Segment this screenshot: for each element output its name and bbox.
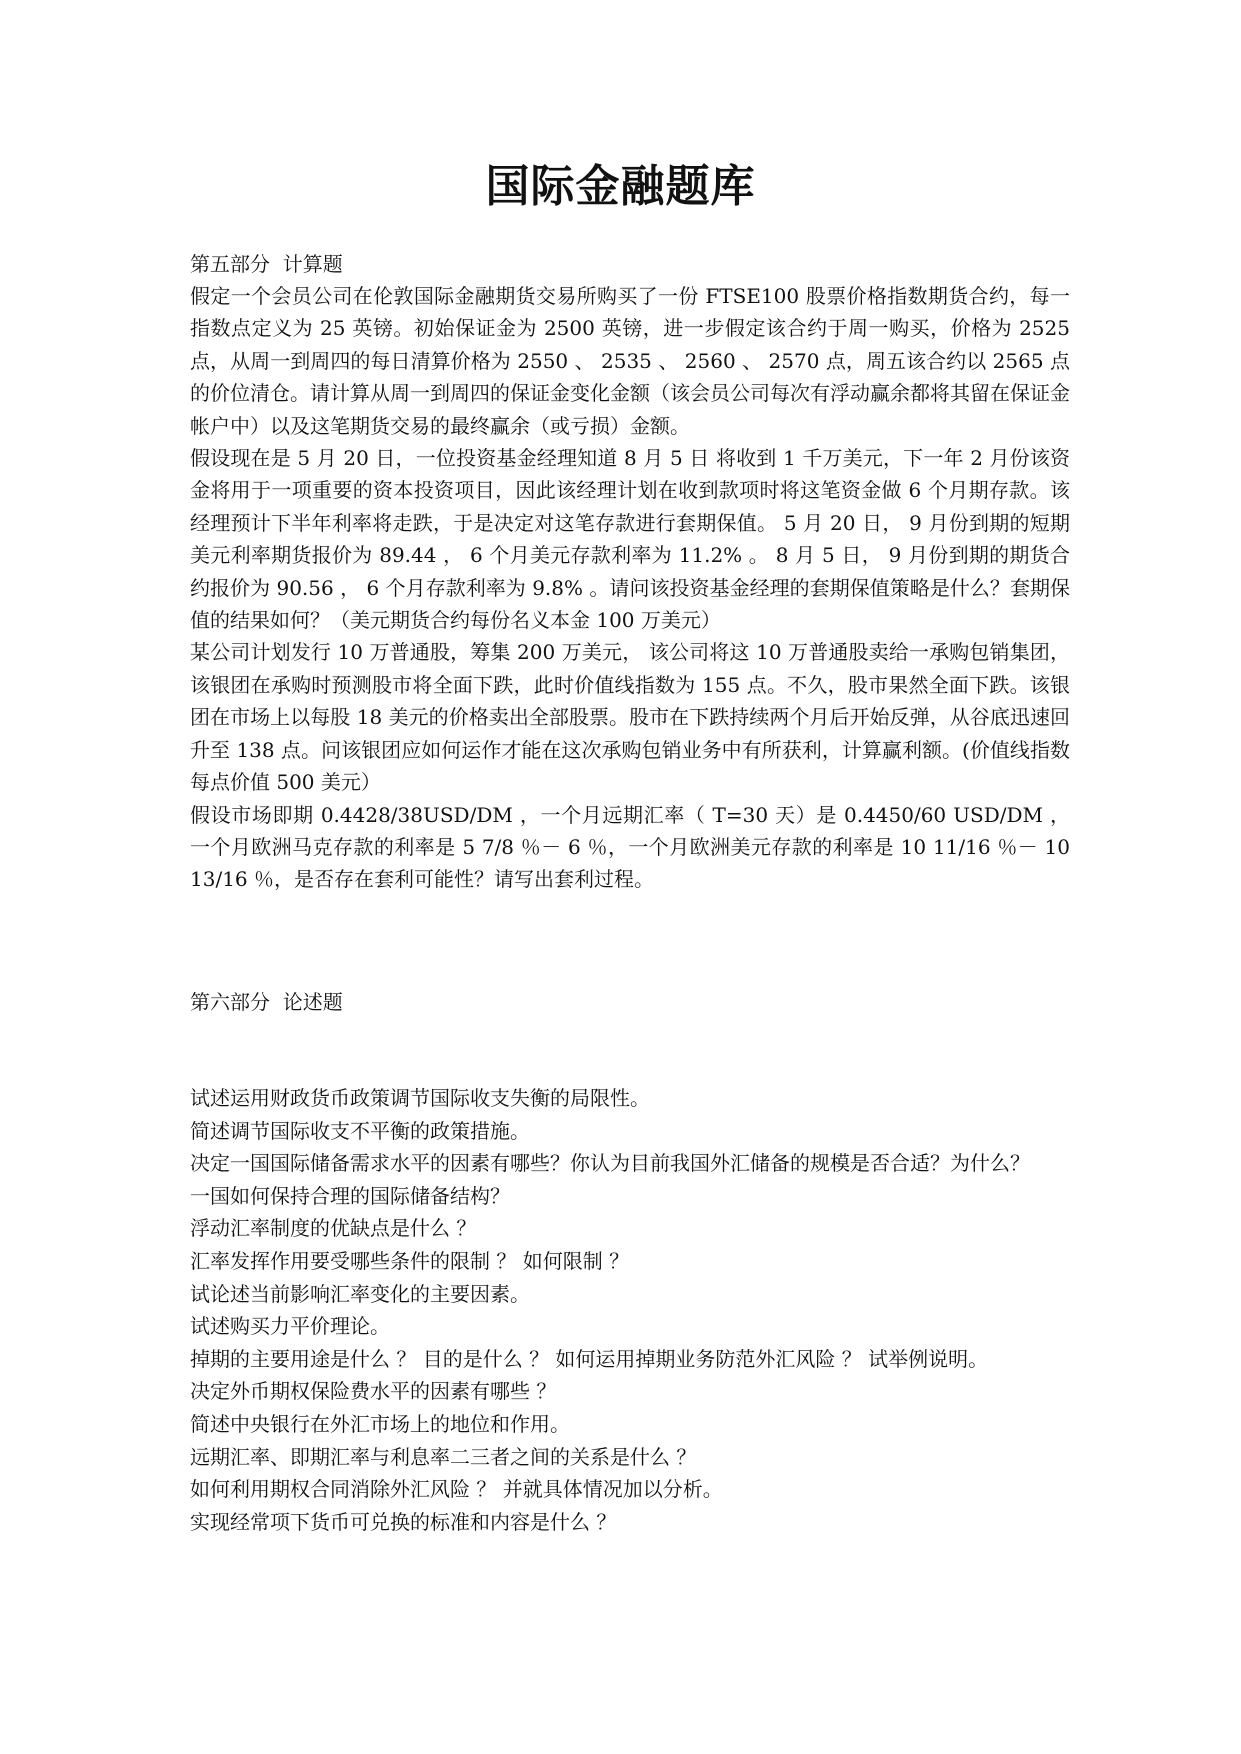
part6-question-9: 掉期的主要用途是什么 ？ 目的是什么 ？ 如何运用掉期业务防范外汇风险 ？ 试举例说明。 (190, 1346, 989, 1371)
part5-problem-2: 假设现在是 5 月 20 日，一位投资基金经理知道 8 月 5 日 将收到 1 千万美元，下一年 2 月份该资金将用于一项重要的资本投资项目，因此该经理计划在收到款项时将这笔资金做 6 个月期存款。该经理预计下半年利率将走跌，于是决定对这笔存款进行套期保值。 5 月 20 日， 9 月份到期的短期美元利率期货报价为 89.44 ， 6 个月美元存款利率为 11.2% 。 8 月 5 日， 9 月份到期的期货合约报价为 90.56 ， 6 个月存款利率为 9.8% 。请问该投资基金经理的套期保值策略是什么？套期保值的结果如何？（美元期货合约每份名义本金 100 万美元） (190, 446, 1070, 633)
part5-problem-4: 假设市场即期 0.4428/38USD/DM ，一个月远期汇率（ T=30 天）是 0.4450/60 USD/DM ，一个月欧洲马克存款的利率是 5 7/8 ％－ 6 ％，一个月欧洲美元存款的利率是 10 11/16 ％－ 10 13/16 ％，是否存在套利可能性？请写出套利过程。 (190, 802, 1070, 892)
part6-section (190, 986, 1070, 1538)
part6-question-7: 试论述当前影响汇率变化的主要因素。 (190, 1281, 530, 1306)
part5-problem-3: 某公司计划发行 10 万普通股，筹集 200 万美元， 该公司将这 10 万普通股卖给一承购包销集团，该银团在承购时预测股市将全面下跌，此时价值线指数为 155 点。不久，股市果然全面下跌。该银团在市场上以每股 18 美元的价格卖出全部股票。股市在下跌持续两个月后开始反弹，从谷底迅速回升至 138 点。问该银团应如何运作才能在这次承购包销业务中有所获利，计算赢利额。(价值线指数每点价值 500 美元） (190, 640, 1070, 795)
part6-question-6: 汇率发挥作用要受哪些条件的限制 ？ 如何限制 ？ (190, 1248, 630, 1273)
part6-question-3: 决定一国国际储备需求水平的因素有哪些？你认为目前我国外汇储备的规模是否合适？为什么？ (190, 1151, 1030, 1176)
part6-question-10: 决定外币期权保险费水平的因素有哪些 ？ (190, 1379, 557, 1404)
part6-question-11: 简述中央银行在外汇市场上的地位和作用。 (190, 1411, 570, 1436)
part6-question-13: 如何利用期权合同消除外汇风险 ？ 并就具体情况加以分析。 (190, 1477, 723, 1502)
part6-question-2: 简述调节国际收支不平衡的政策措施。 (190, 1118, 530, 1143)
part6-question-14: 实现经常项下货币可兑换的标准和内容是什么 ？ (190, 1509, 617, 1534)
part5-heading: 第五部分 计算题 (190, 252, 343, 276)
document-title: 国际金融题库 (485, 161, 756, 212)
part6-question-1: 试述运用财政货币政策调节国际收支失衡的局限性。 (190, 1086, 650, 1110)
part6-question-list (190, 1082, 1070, 1538)
part6-heading: 第六部分 论述题 (190, 990, 343, 1014)
part6-question-12: 远期汇率、即期汇率与利息率二三者之间的关系是什么 ？ (190, 1444, 697, 1469)
part6-question-8: 试述购买力平价理论。 (190, 1314, 390, 1339)
part6-question-5: 浮动汇率制度的优缺点是什么 ？ (190, 1216, 477, 1241)
part5-section (190, 248, 1070, 896)
part6-question-4: 一国如何保持合理的国际储备结构？ (190, 1183, 510, 1208)
part5-problem-1: 假定一个会员公司在伦敦国际金融期货交易所购买了一份 FTSE100 股票价格指数期货合约，每一指数点定义为 25 英镑。初始保证金为 2500 英镑，进一步假定该合约于周一购买，价格为 2525 点，从周一到周四的每日清算价格为 2550 、 2535 、 2560 、 2570 点，周五该合约以 2565 点的价位清仓。请计算从周一到周四的保证金变化金额（该会员公司每次有浮动赢余都将其留在保证金帐户中）以及这笔期货交易的最终赢余（或亏损）金额。 (190, 284, 1070, 438)
